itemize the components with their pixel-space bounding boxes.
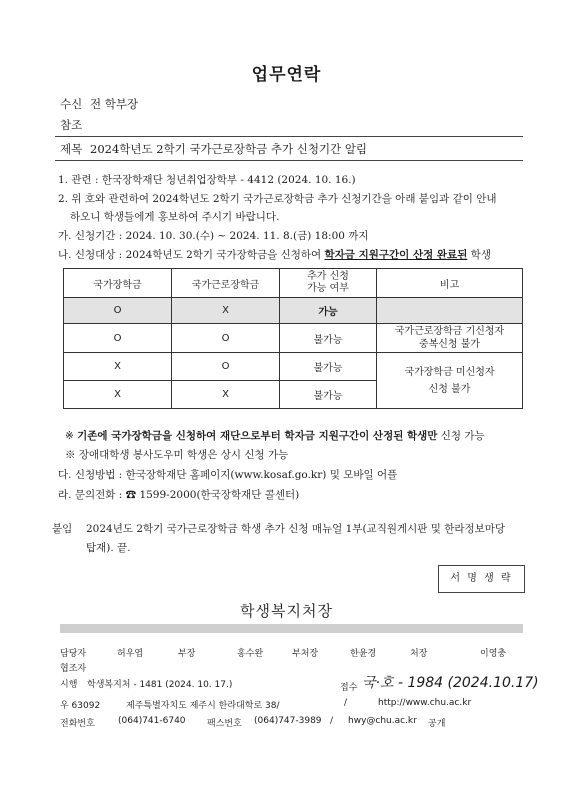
eligibility-line <box>58 247 491 262</box>
cell-eligibility: 가능 <box>280 298 377 324</box>
drafter-name: 허우엽 <box>117 649 144 659</box>
inquiry-phone <box>58 487 299 502</box>
cell-remarks-merged <box>377 353 523 409</box>
footer-divider-band <box>60 624 523 633</box>
cc-label: 참조 <box>60 118 83 132</box>
issuing-organization: 학생복지처장 <box>240 602 333 620</box>
drafter-label: 담당자 <box>60 649 87 659</box>
phone-label: 전화번호 <box>60 719 95 729</box>
fax-label: 팩스번호 <box>207 719 242 729</box>
cooperator-label: 협조자 <box>60 664 87 674</box>
cell-work: X <box>172 381 280 409</box>
cell-eligibility: 불가능 <box>280 353 377 381</box>
cell-work: X <box>172 298 280 324</box>
header-divider-top <box>55 136 523 137</box>
eligibility-table <box>63 268 523 409</box>
application-period: 가. 신청기간 : 2024. 10. 30.(수) ~ 2024. 11. 8.(금) 18:00 까지 <box>58 230 369 242</box>
header-eligibility-line2: 가능 여부 <box>307 283 349 294</box>
eligibility-emphasis: 학자금 지원구간이 산정 완료된 <box>324 249 468 261</box>
disclosure-status: 공개 <box>428 719 446 729</box>
note-suffix: 신청 가능 <box>437 430 485 442</box>
application-method: 다. 신청방법 : 한국장학재단 홈페이지(www.kosaf.go.kr) 및 모바일 어플 <box>58 469 398 481</box>
header-work-scholarship: 국가근로장학금 <box>172 269 280 298</box>
dept-head-label: 부처장 <box>292 649 319 659</box>
enforcement-value: 학생복지처 - 1481 (2024. 10. 17.) <box>87 680 233 690</box>
header-remarks: 비고 <box>377 269 523 298</box>
recipient-value: 전 학부장 <box>90 97 139 111</box>
enforcement-label: 시행 <box>60 680 78 690</box>
phone-icon: ☎ <box>125 489 137 501</box>
cell-national: O <box>64 324 172 353</box>
remarks-line2: 중복신청 불가 <box>418 339 481 350</box>
fax-value: (064)747-3989 <box>254 716 322 726</box>
signature-omitted-box: 서 명 생 략 <box>438 565 525 593</box>
chief-name: 홍수완 <box>237 649 264 659</box>
attachment-line2: 탑재). 끝. <box>86 542 131 554</box>
table-row <box>64 324 523 353</box>
inquiry-label: 라. 문의전화 : <box>58 489 126 501</box>
header-national-scholarship: 국가장학금 <box>64 269 172 298</box>
header-eligibility-line1: 추가 신청 <box>307 271 349 282</box>
cell-remarks <box>377 324 523 353</box>
remarks-line1: 국가장학금 미신청자 <box>404 366 495 378</box>
cell-eligibility: 불가능 <box>280 381 377 409</box>
eligibility-suffix: 학생 <box>467 249 491 261</box>
cell-national: X <box>64 381 172 409</box>
chief-label: 부장 <box>178 649 196 659</box>
document-title: 업무연락 <box>251 65 322 85</box>
header-divider-bottom <box>55 160 523 161</box>
dept-head-name: 한윤경 <box>350 649 377 659</box>
address-separator: / <box>344 698 348 708</box>
phone-value: (064)741-6740 <box>118 716 186 726</box>
item-2-line1: 2. 위 호와 관련하여 2024학년도 2학기 국가근로장학금 추가 신청기간을 아래 붙임과 같이 안내 <box>58 193 497 205</box>
remarks-line1: 국가근로장학금 기신청자 <box>394 326 505 337</box>
email-link[interactable]: hwy@chu.ac.kr <box>348 716 417 726</box>
receipt-handwritten: 국·호 - 1984 (2024.10.17) <box>362 675 539 691</box>
table-row <box>64 353 523 381</box>
cell-national: X <box>64 353 172 381</box>
eligibility-prefix: 나. 신청대상 : 2024학년도 2학기 국가장학금을 신청하여 <box>58 249 325 261</box>
cell-work: O <box>172 353 280 381</box>
contact-separator: / <box>330 716 334 726</box>
attachment-line1: 2024년도 2학기 국가근로장학금 학생 추가 신청 매뉴얼 1부(교직원게시판 및 한라정보마당 <box>86 523 506 535</box>
recipient-label: 수신 <box>60 97 83 111</box>
website-link[interactable]: http://www.chu.ac.kr <box>378 698 472 708</box>
subject-value: 2024학년도 2학기 국가근로장학금 추가 신청기간 알림 <box>90 142 368 156</box>
inquiry-number: 1599-2000(한국장학재단 콜센터) <box>136 489 300 501</box>
table-header-row <box>64 269 523 298</box>
note-disabled-helpers: ※ 장애대학생 봉사도우미 학생은 상시 신청 가능 <box>65 449 289 461</box>
postal-code: 우 63092 <box>60 701 101 711</box>
remarks-line2: 신청 불가 <box>428 383 471 395</box>
note-eligible-only <box>65 428 485 443</box>
header-eligibility <box>280 269 377 298</box>
director-name: 이영충 <box>480 649 507 659</box>
item-2-line2: 하오니 학생들에게 홍보하여 주시기 바랍니다. <box>70 211 280 223</box>
subject-label: 제목 <box>60 142 83 156</box>
director-label: 처장 <box>410 649 428 659</box>
table-row <box>64 298 523 324</box>
cell-eligibility: 불가능 <box>280 324 377 353</box>
receipt-label: 접수 <box>340 683 358 693</box>
cell-work: O <box>172 324 280 353</box>
cell-national: O <box>64 298 172 324</box>
address: 제주특별자치도 제주시 한라대학로 38/ <box>126 701 280 711</box>
attachment-label: 붙임 <box>52 523 73 535</box>
note-emphasis: 기존에 국가장학금을 신청하여 재단으로부터 학자금 지원구간이 산정된 학생만 <box>77 430 438 442</box>
item-related: 1. 관련 : 한국장학재단 청년취업장학부 - 4412 (2024. 10. 16.) <box>58 174 356 186</box>
cell-remarks <box>377 298 523 324</box>
note-bullet: ※ <box>65 430 78 442</box>
